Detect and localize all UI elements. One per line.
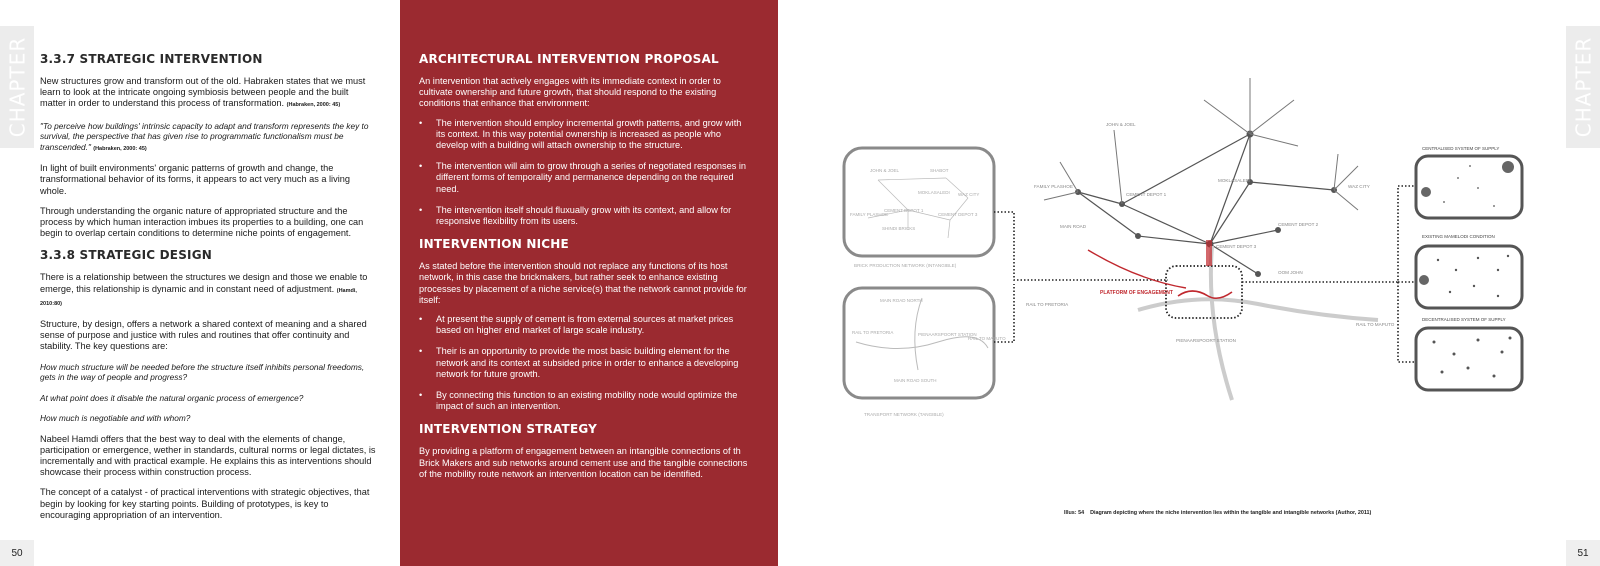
network-diagram — [838, 70, 1558, 440]
list-item: • Their is an opportunity to provide the most basic building element for the network and its context at subsided price in order to enhance a developing network for future growth. — [419, 346, 751, 380]
svg-text:FAMILY PLASHOE: FAMILY PLASHOE — [1034, 184, 1073, 189]
svg-text:MAIN ROAD NORTH: MAIN ROAD NORTH — [880, 298, 923, 303]
svg-text:MOKLASALEDI: MOKLASALEDI — [918, 190, 950, 195]
platform-box — [1166, 266, 1242, 318]
paragraph: The concept of a catalyst - of practical interventions with strategic objectives, that begin by looking for key starting points. Building of prototypes, is key to encouraging appropriation of an intervention. — [40, 487, 370, 520]
paragraph: New structures grow and transform out of the old. Habraken states that we must learn to look at the intricate ongoing symbiosis between people and the built matter in order to understand this process of transformation. (Habraken, 2000: 45) — [40, 76, 366, 109]
rail-line — [1138, 299, 1378, 320]
decentralised-box — [1416, 328, 1522, 390]
paragraph: Nabeel Hamdi offers that the best way to deal with the elements of change, participation or emergence, wether in standards, cultural norms or legal dictates, is incrementally and with practical example. He explains this as interventions should showcase their process within construction process. — [40, 433, 376, 478]
left-text-column — [40, 52, 376, 530]
svg-text:CEMENT DEPOT 2: CEMENT DEPOT 2 — [1278, 222, 1319, 227]
svg-text:CEMENT DEPOT 1: CEMENT DEPOT 1 — [884, 208, 924, 213]
figure-caption: Illus: 54 Diagram depicting where the niche intervention lies within the tangible and intangible networks (Author, 2011) — [1064, 510, 1372, 516]
svg-text:MAIN ROAD: MAIN ROAD — [1060, 224, 1087, 229]
existing-label: EXISTING MAMELODI CONDITION — [1422, 234, 1495, 239]
list-item: • At present the supply of cement is from external sources at market prices based on higher end market of large scale industry. — [419, 314, 751, 336]
svg-text:CEMENT DEPOT 3: CEMENT DEPOT 3 — [938, 212, 978, 217]
svg-text:SHINDI BRICKS: SHINDI BRICKS — [882, 226, 916, 231]
heading-strategic-design: 3.3.8 STRATEGIC DESIGN — [40, 248, 213, 263]
chapter-tab-left: CHAPTER — [0, 26, 34, 148]
svg-text:OOM JOHN: OOM JOHN — [1278, 270, 1303, 275]
niche-list — [419, 314, 751, 412]
heading-strategic-intervention: 3.3.7 STRATEGIC INTERVENTION — [40, 52, 263, 66]
paragraph: In light of built environments' organic patterns of growth and change, the transformational behavior of its forms, it appears to act very much as a living whole. — [40, 163, 350, 196]
list-item: • The intervention should employ incremental growth patterns, and grow with its context. In this way potential ownership is increased as people who develop with a building will attach ownership to the structure. — [419, 118, 751, 152]
svg-text:RAIL TO PRETORIA: RAIL TO PRETORIA — [852, 330, 894, 335]
paragraph: By providing a platform of engagement between an intangible connections of th Brick Makers and sub networks around cement use and the tangible connections of the mobility route network an intervention location can be identified. — [419, 446, 748, 479]
svg-text:FAMILY PLASHOE: FAMILY PLASHOE — [850, 212, 889, 217]
decentralised-label: DECENTRALISED SYSTEM OF SUPPLY — [1422, 317, 1506, 322]
list-item: • By connecting this function to an existing mobility node would optimize the impact of such an intervention. — [419, 390, 751, 412]
paragraph: An intervention that actively engages with its immediate context in order to cultivate ownership and future growth, that should respond to the existing conditions that enhance that environment: — [419, 76, 721, 109]
paragraph: Through understanding the organic nature of appropriated structure and the process by which human interaction imbues its properties to a building, one can begin to overlap certain conditions to determine niche points of engagement. — [40, 205, 364, 239]
svg-text:SHABOT: SHABOT — [930, 168, 949, 173]
connector-lines — [994, 186, 1416, 362]
svg-text:MAIN ROAD SOUTH: MAIN ROAD SOUTH — [894, 378, 937, 383]
list-item: • The intervention itself should fluxually grow with its context, and allow for responsive flexibility from its users. — [419, 205, 751, 227]
svg-text:WAZ CITY: WAZ CITY — [958, 192, 980, 197]
question: At what point does it disable the natural organic process of emergence? — [40, 392, 304, 403]
svg-text:RAIL TO MAPUTO: RAIL TO MAPUTO — [1356, 322, 1395, 327]
brick-network-box — [844, 148, 994, 256]
road-line — [1211, 246, 1232, 400]
heading-intervention-niche: INTERVENTION NICHE — [419, 237, 569, 252]
svg-text:JOHN & JOEL: JOHN & JOEL — [1106, 122, 1136, 127]
svg-text:PIENAARSPOORT STATION: PIENAARSPOORT STATION — [918, 332, 977, 337]
brick-network-caption: BRICK PRODUCTION NETWORK (INTANGIBLE) — [854, 263, 957, 268]
paragraph: As stated before the intervention should not replace any functions of its host network, in this case the brickmakers, but rather seek to enhance existing processes by placement of a niche service(s) that the network cannot provide for itself: — [419, 261, 747, 305]
page-number-right: 51 — [1566, 540, 1600, 566]
question: How much structure will be needed before the structure itself inhibits personal freedoms, gets in the way of people and progress? — [40, 361, 365, 383]
red-panel — [400, 0, 778, 566]
paragraph: There is a relationship between the structures we design and those we enable to emerge, this relationship is dynamic and in constant need of adjustment. (Hamdi, 2010:80) — [40, 272, 368, 307]
platform-pointer — [1088, 250, 1186, 288]
quote: "To perceive how buildings' intrinsic capacity to adapt and transform represents the key to survival, the perspective that has given rise to programmatic functionalism must be transcended." (Habraken, 2000: 45) — [40, 120, 369, 152]
heading-intervention-strategy: INTERVENTION STRATEGY — [419, 422, 598, 437]
transport-network-caption: TRANSPORT NETWORK (TANGIBLE) — [864, 412, 944, 417]
paragraph: Structure, by design, offers a network a shared context of meaning and a shared sense of purpose and justice with rules and routines that offer continuity and stability. The key questions are: — [40, 318, 367, 352]
centralised-label: CENTRALISED SYSTEM OF SUPPLY — [1422, 146, 1500, 151]
platform-label: PLATFORM OF ENGAGEMENT — [1100, 290, 1173, 296]
svg-text:CEMENT DEPOT 3: CEMENT DEPOT 3 — [1216, 244, 1257, 249]
question: How much is negotiable and with whom? — [40, 413, 191, 424]
sketch-arrows — [1044, 78, 1358, 210]
proposal-list — [419, 118, 751, 228]
svg-text:PIENAARSPOORT STATION: PIENAARSPOORT STATION — [1176, 338, 1236, 343]
svg-text:MOKLASALEDI: MOKLASALEDI — [1218, 178, 1251, 183]
svg-text:RAIL TO MAPUTO: RAIL TO MAPUTO — [968, 336, 1006, 341]
heading-architectural-proposal: ARCHITECTURAL INTERVENTION PROPOSAL — [419, 52, 719, 66]
svg-text:CEMENT DEPOT 1: CEMENT DEPOT 1 — [1126, 192, 1167, 197]
svg-text:JOHN & JOEL: JOHN & JOEL — [870, 168, 900, 173]
svg-text:WAZ CITY: WAZ CITY — [1348, 184, 1370, 189]
svg-text:RAIL TO PRETORIA: RAIL TO PRETORIA — [1026, 302, 1069, 307]
chapter-tab-right: CHAPTER — [1566, 26, 1600, 148]
list-item: • The intervention will aim to grow through a series of negotiated responses in different forms of temporality and permanence depending on the required need. — [419, 161, 751, 195]
page-number-left: 50 — [0, 540, 34, 566]
existing-box — [1416, 246, 1522, 308]
